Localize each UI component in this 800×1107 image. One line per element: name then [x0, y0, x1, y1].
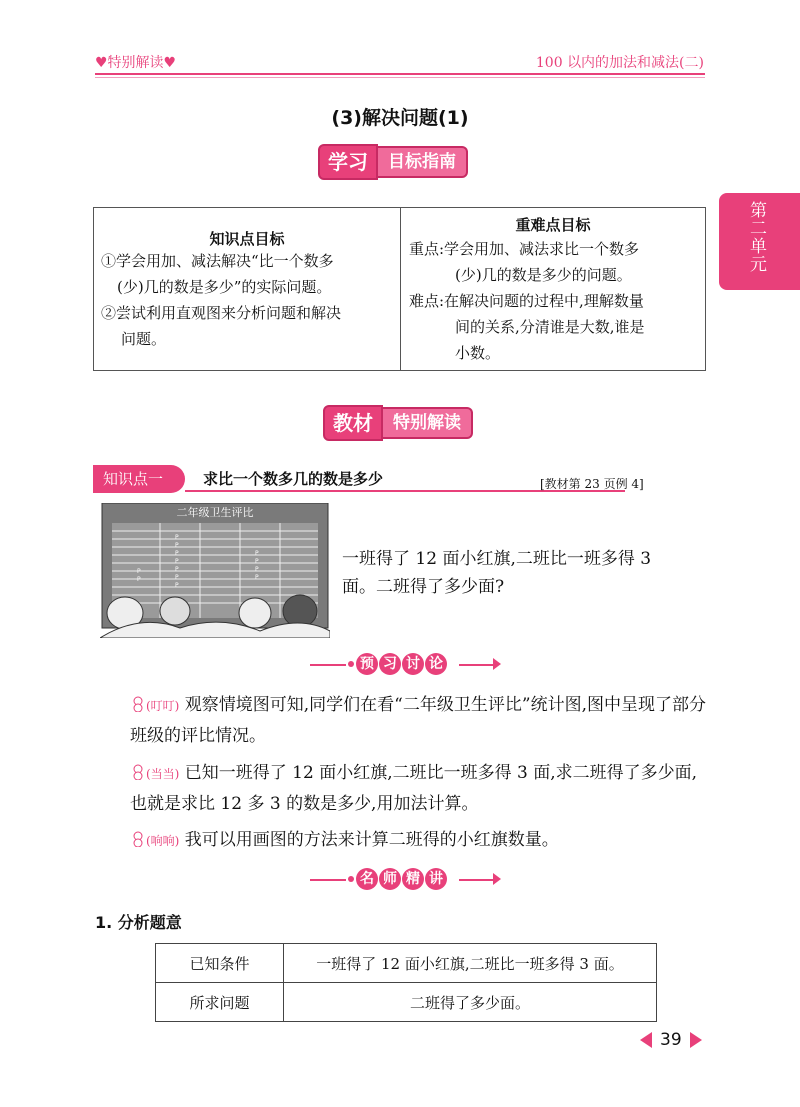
snowman-icon	[130, 692, 146, 708]
svg-text:P: P	[175, 582, 179, 589]
svg-text:P: P	[255, 574, 259, 581]
divider-line-right	[459, 879, 495, 881]
svg-text:P: P	[175, 542, 179, 549]
table-key: 已知条件	[156, 944, 284, 983]
svg-text:P: P	[255, 550, 259, 557]
divider-char: 讨	[402, 653, 424, 675]
header-left: ♥特别解读♥	[95, 55, 177, 71]
divider-char: 预	[356, 653, 378, 675]
page-number: 39	[660, 1030, 682, 1050]
knowledge-goal-line: (少)几的数是多少”的实际问题。	[117, 278, 332, 296]
analysis-table	[155, 943, 657, 1022]
page-next-icon	[690, 1032, 702, 1048]
goals-table	[93, 207, 706, 371]
divider-char: 论	[425, 653, 447, 675]
textbook-reference: [教材第 23 页例 4]	[540, 477, 644, 491]
key-point-line: 间的关系,分清谁是大数,谁是	[455, 318, 645, 336]
svg-text:P: P	[255, 566, 259, 573]
svg-text:P: P	[175, 550, 179, 557]
key-point-line: 重点:学会用加、减法求比一个数多	[409, 240, 640, 258]
knowledge-goal-line: 问题。	[121, 330, 167, 348]
divider-dot	[348, 876, 354, 882]
dialog-text: 我可以用画图的方法来计算二班得的小红旗数量。	[184, 830, 559, 850]
textbook-reading-small: 特别解读	[383, 407, 473, 439]
knowledge-point-tag: 知识点一	[93, 465, 185, 493]
speaker-label: (叮叮)	[146, 699, 180, 713]
divider-char: 习	[379, 653, 401, 675]
table-row	[156, 944, 657, 983]
key-points-column	[401, 208, 705, 370]
dialog-xiangxiang	[130, 825, 710, 856]
svg-text:P: P	[175, 558, 179, 565]
goal-guide-small: 目标指南	[378, 146, 468, 178]
dialog-text: 已知一班得了 12 面小红旗,二班比一班多得 3 面,求二班得了多少面,也就是求比 12 多 3 的数是多少,用加法计算。	[130, 763, 698, 814]
speaker-label: (响响)	[146, 834, 180, 848]
scene-illustration	[100, 503, 330, 638]
dialog-dangdang	[130, 758, 710, 819]
key-points-title: 重难点目标	[515, 216, 591, 234]
knowledge-goals-column	[94, 208, 401, 370]
key-point-line: (少)几的数是多少的问题。	[455, 266, 632, 284]
section-title: (3)解决问题(1)	[331, 107, 469, 129]
goal-guide-label	[318, 146, 468, 178]
table-value: 二班得了多少面。	[284, 983, 657, 1022]
teacher-lecture-divider	[310, 868, 495, 890]
unit-side-tab	[719, 193, 800, 290]
table-row	[156, 983, 657, 1022]
svg-text:P: P	[175, 534, 179, 541]
preview-discussion-divider	[310, 653, 495, 675]
snowman-icon	[130, 760, 146, 776]
divider-char: 名	[356, 868, 378, 890]
header-divider	[95, 73, 705, 75]
knowledge-goals-title: 知识点目标	[209, 230, 285, 248]
dialog-text: 观察情境图可知,同学们在看“二年级卫生评比”统计图,图中呈现了部分班级的评比情况。	[130, 695, 706, 746]
divider-char: 精	[402, 868, 424, 890]
page-prev-icon	[640, 1032, 652, 1048]
svg-text:P: P	[175, 566, 179, 573]
speaker-label: (当当)	[146, 767, 180, 781]
divider-arrow	[493, 873, 501, 885]
divider-dot	[348, 661, 354, 667]
scene-illustration-image	[100, 503, 330, 638]
divider-char: 师	[379, 868, 401, 890]
divider-char: 讲	[425, 868, 447, 890]
goal-guide-big: 学习	[318, 144, 378, 180]
divider-line-left	[310, 664, 346, 666]
step-heading: 1. 分析题意	[95, 913, 182, 932]
svg-text:P: P	[137, 576, 141, 583]
svg-text:P: P	[175, 574, 179, 581]
snowman-icon	[130, 827, 146, 843]
table-key: 所求问题	[156, 983, 284, 1022]
svg-text:P: P	[255, 558, 259, 565]
header-right: 100 以内的加法和减法(二)	[535, 55, 704, 71]
key-point-line: 小数。	[455, 344, 501, 362]
textbook-reading-big: 教材	[323, 405, 383, 441]
unit-side-tab-label: 第二单元	[746, 201, 766, 273]
divider-arrow	[493, 658, 501, 670]
problem-statement: 一班得了 12 面小红旗,二班比一班多得 3 面。二班得了多少面?	[342, 549, 652, 597]
textbook-reading-label	[323, 407, 473, 439]
table-value: 一班得了 12 面小红旗,二班比一班多得 3 面。	[284, 944, 657, 983]
page-number-area	[640, 1030, 702, 1050]
knowledge-goal-line: ①学会用加、减法解决“比一个数多	[101, 252, 334, 270]
divider-line-left	[310, 879, 346, 881]
board-title: 二年级卫生评比	[176, 506, 254, 519]
dialog-dingding	[130, 690, 710, 751]
header-divider-thin	[95, 77, 705, 78]
divider-line-right	[459, 664, 495, 666]
knowledge-point-topic: 求比一个数多几的数是多少	[203, 470, 384, 488]
svg-text:P: P	[137, 568, 141, 575]
key-point-line: 难点:在解决问题的过程中,理解数量	[409, 292, 644, 310]
knowledge-goal-line: ②尝试利用直观图来分析问题和解决	[101, 304, 342, 322]
